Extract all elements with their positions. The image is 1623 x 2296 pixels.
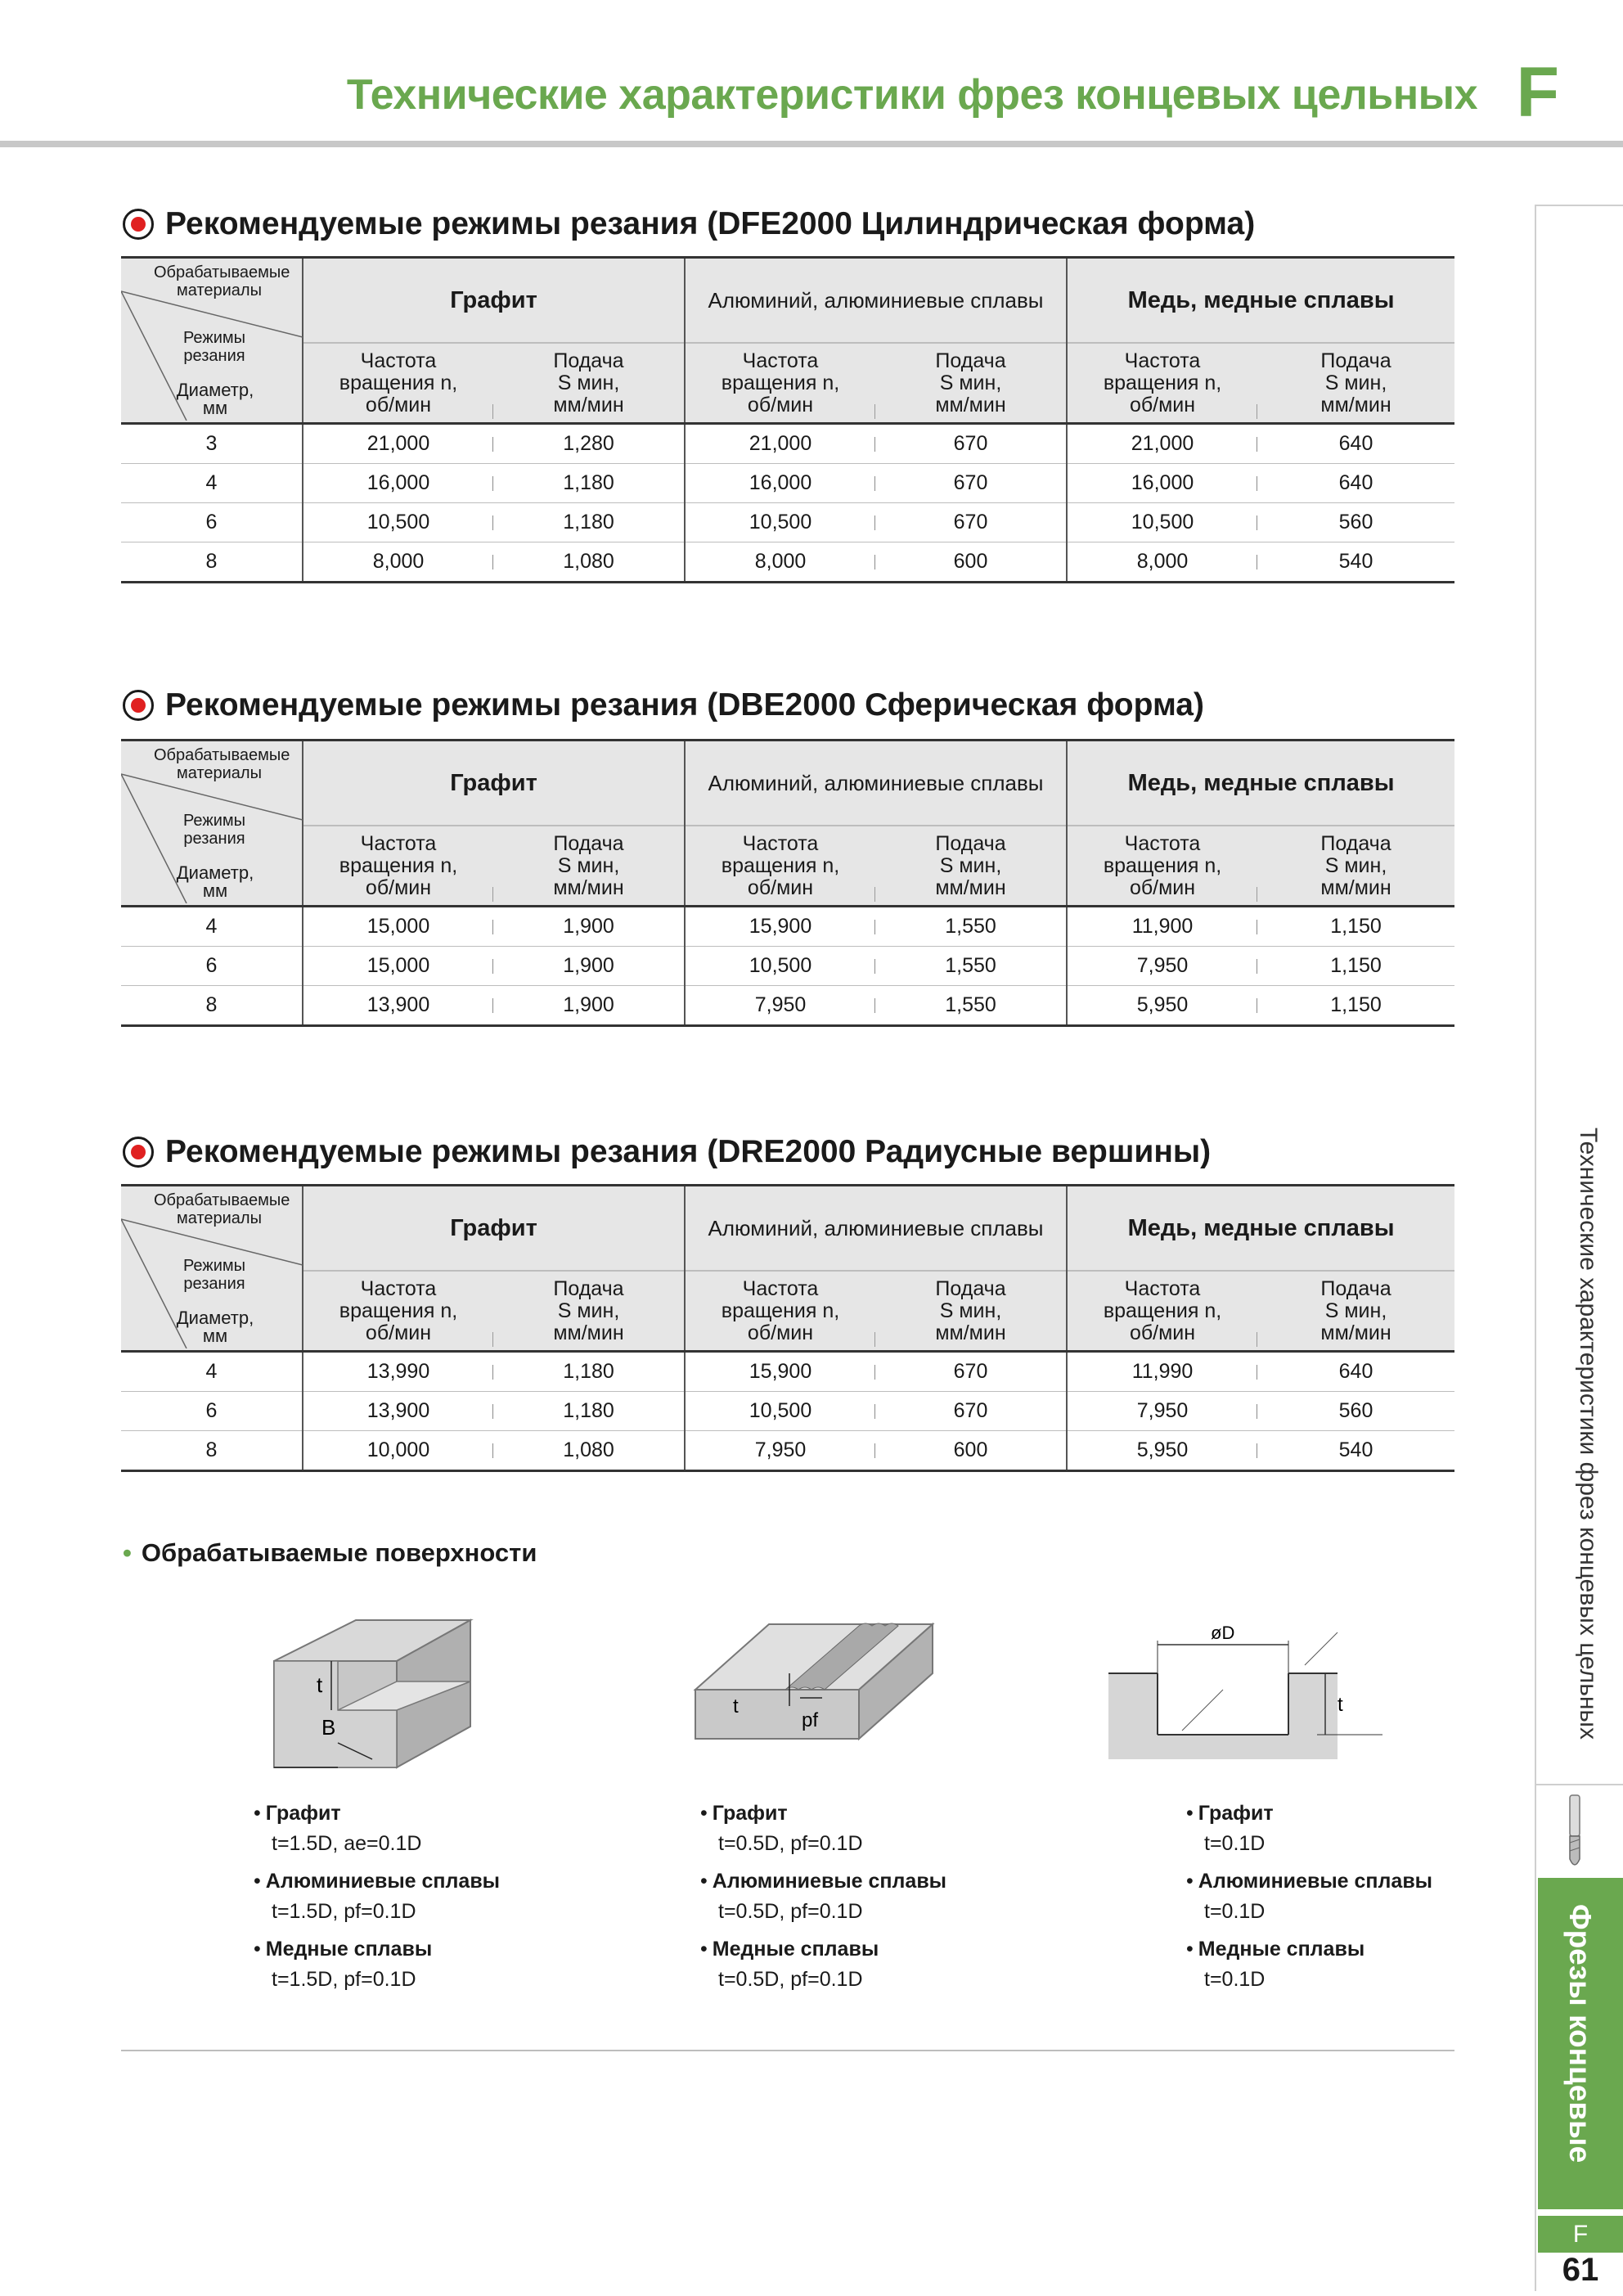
speed-cell: 10,500 — [685, 1392, 875, 1431]
corner-label-diameter: Диаметр, мм — [176, 1308, 254, 1346]
bullet-icon: • — [1186, 1802, 1194, 1825]
feed-cell: 1,900 — [493, 986, 685, 1026]
feed-header-line: S мин, — [1324, 371, 1387, 394]
corner-label-materials: Обрабатываемые материалы — [154, 263, 290, 299]
feed-header-line: S мин, — [939, 1299, 1002, 1322]
bullet-icon: • — [123, 1538, 132, 1567]
group-aluminum: Алюминий, алюминиевые сплавы — [685, 1186, 1067, 1272]
surface-spec-list — [700, 1799, 946, 2002]
feed-cell: 1,180 — [493, 1392, 685, 1431]
feed-header — [875, 826, 1067, 907]
speed-cell: 8,000 — [303, 542, 493, 583]
sidebar-vertical-text: Технические характеристики фрез концевых цельных — [1575, 1128, 1602, 1740]
speed-header-line: об/мин — [1129, 876, 1196, 899]
feed-cell: 600 — [875, 542, 1067, 583]
feed-header-line: Подача — [935, 831, 1006, 855]
feed-cell: 670 — [875, 424, 1067, 464]
speed-header-line: Частота — [742, 349, 819, 372]
speed-header-line: вращения n, — [1103, 853, 1222, 877]
feed-header-line: мм/мин — [935, 1321, 1006, 1344]
group-graphite: Графит — [303, 741, 685, 826]
feed-header-line: S мин, — [557, 371, 620, 394]
spec-value: t=0.1D — [1204, 1900, 1266, 1923]
diameter-cell: 6 — [121, 1392, 303, 1431]
feed-header-line: S мин, — [557, 1299, 620, 1322]
speed-cell: 5,950 — [1067, 1431, 1257, 1471]
feed-header-line: Подача — [553, 1276, 624, 1300]
speed-header-line: вращения n, — [339, 371, 458, 394]
table-row — [121, 947, 1454, 986]
bullet-icon: • — [1186, 1870, 1194, 1893]
spec-material: • Алюминиевые сплавы — [254, 1870, 501, 1893]
section-title-text: Рекомендуемые режимы резания (DFE2000 Цилиндрическая форма) — [165, 206, 1256, 241]
group-graphite: Графит — [303, 1186, 685, 1272]
diameter-cell: 8 — [121, 986, 303, 1026]
section-title — [123, 687, 1204, 723]
speed-cell: 11,990 — [1067, 1352, 1257, 1392]
feed-header — [1257, 826, 1454, 907]
cutting-modes-table — [121, 739, 1454, 1027]
sidebar-separator — [1536, 1784, 1623, 1785]
feed-header-line: S мин, — [557, 853, 620, 877]
speed-header-line: Частота — [742, 1276, 819, 1300]
speed-cell: 13,990 — [303, 1352, 493, 1392]
corner-header — [121, 1186, 303, 1352]
target-icon — [123, 690, 154, 721]
side-milling-diagram — [266, 1604, 479, 1784]
cutting-modes-table — [121, 256, 1454, 583]
spec-value: t=0.5D, pf=0.1D — [718, 1968, 863, 1991]
group-header-row — [121, 258, 1454, 344]
speed-header-line: вращения n, — [339, 853, 458, 877]
speed-cell: 7,950 — [685, 1431, 875, 1471]
bullet-icon: • — [254, 1938, 261, 1961]
bullet-icon: • — [254, 1870, 261, 1893]
speed-header — [685, 343, 875, 424]
label-b: B — [321, 1715, 336, 1740]
feed-cell: 1,150 — [1257, 947, 1454, 986]
chapter-letter: F — [1516, 53, 1559, 132]
speed-header-line: вращения n, — [339, 1299, 458, 1322]
section-title — [123, 1134, 1211, 1170]
feed-header-line: мм/мин — [935, 876, 1006, 899]
speed-header-line: Частота — [360, 349, 437, 372]
cutting-modes-table — [121, 1184, 1454, 1472]
feed-header-line: S мин, — [1324, 1299, 1387, 1322]
surface-spec-list — [254, 1799, 500, 2002]
spec-value: t=0.5D, pf=0.1D — [718, 1900, 863, 1923]
speed-header — [685, 826, 875, 907]
table-row — [121, 1431, 1454, 1471]
corner-label-modes: Режимы резания — [182, 329, 246, 365]
speed-cell: 15,000 — [303, 947, 493, 986]
feed-header — [1257, 343, 1454, 424]
speed-cell: 7,950 — [1067, 1392, 1257, 1431]
feed-header-line: Подача — [935, 349, 1006, 372]
target-icon — [123, 1137, 154, 1168]
speed-header-line: об/мин — [747, 876, 814, 899]
sidebar-border — [1535, 205, 1536, 2291]
corner-label-diameter: Диаметр, мм — [176, 862, 254, 901]
feed-header — [1257, 1271, 1454, 1352]
target-icon — [123, 209, 154, 240]
speed-header-line: Частота — [1124, 831, 1201, 855]
spec-material: • Графит — [254, 1802, 341, 1825]
feed-cell: 670 — [875, 464, 1067, 503]
ball-milling-diagram — [687, 1616, 941, 1755]
corner-label-materials: Обрабатываемые материалы — [154, 1191, 290, 1227]
section-tab[interactable]: Фрезы концевые — [1538, 1878, 1623, 2209]
spec-value: t=0.1D — [1204, 1832, 1266, 1855]
speed-cell: 21,000 — [1067, 424, 1257, 464]
corner-header — [121, 741, 303, 907]
page-header — [0, 0, 1623, 155]
feed-cell: 1,180 — [493, 1352, 685, 1392]
speed-header-line: вращения n, — [1103, 1299, 1222, 1322]
diameter-cell: 3 — [121, 424, 303, 464]
surfaces-title: • Обрабатываемые поверхности — [123, 1538, 537, 1567]
feed-header-line: Подача — [553, 831, 624, 855]
feed-cell: 1,900 — [493, 907, 685, 947]
feed-cell: 1,280 — [493, 424, 685, 464]
feed-header-line: Подача — [1320, 1276, 1391, 1300]
label-pf: pf — [802, 1709, 819, 1731]
diameter-cell: 4 — [121, 907, 303, 947]
feed-cell: 1,080 — [493, 542, 685, 583]
group-graphite: Графит — [303, 258, 685, 344]
feed-header-line: мм/мин — [553, 393, 624, 416]
feed-header-line: мм/мин — [1320, 876, 1391, 899]
surface-spec-list — [1186, 1799, 1432, 2002]
feed-cell: 640 — [1257, 1352, 1454, 1392]
feed-cell: 1,550 — [875, 947, 1067, 986]
speed-header-line: об/мин — [365, 876, 432, 899]
speed-cell: 10,500 — [1067, 503, 1257, 542]
spec-material: • Медные сплавы — [1186, 1938, 1365, 1961]
table-row — [121, 464, 1454, 503]
feed-cell: 1,550 — [875, 907, 1067, 947]
speed-header-line: Частота — [360, 1276, 437, 1300]
label-od: øD — [1211, 1623, 1235, 1643]
bullet-icon: • — [700, 1870, 708, 1893]
corner-header — [121, 258, 303, 424]
group-aluminum: Алюминий, алюминиевые сплавы — [685, 741, 1067, 826]
feed-cell: 1,900 — [493, 947, 685, 986]
speed-header-line: Частота — [1124, 1276, 1201, 1300]
group-header-row — [121, 741, 1454, 826]
corner-label-modes: Режимы резания — [182, 812, 246, 848]
label-t: t — [317, 1672, 323, 1697]
section-title-text: Рекомендуемые режимы резания (DRE2000 Радиусные вершины) — [165, 1134, 1212, 1169]
speed-cell: 10,500 — [303, 503, 493, 542]
speed-cell: 16,000 — [685, 464, 875, 503]
speed-cell: 10,500 — [685, 947, 875, 986]
feed-header — [493, 826, 685, 907]
speed-cell: 15,900 — [685, 907, 875, 947]
feed-cell: 670 — [875, 1352, 1067, 1392]
speed-header-line: Частота — [360, 831, 437, 855]
speed-cell: 16,000 — [303, 464, 493, 503]
feed-cell: 1,550 — [875, 986, 1067, 1026]
spec-material: • Алюминиевые сплавы — [1186, 1870, 1433, 1893]
bullet-icon: • — [1186, 1938, 1194, 1961]
speed-header-line: об/мин — [1129, 393, 1196, 416]
feed-header — [875, 1271, 1067, 1352]
feed-cell: 540 — [1257, 542, 1454, 583]
speed-cell: 13,900 — [303, 1392, 493, 1431]
feed-header-line: Подача — [553, 349, 624, 372]
feed-header-line: S мин, — [939, 853, 1002, 877]
spec-value: t=1.5D, pf=0.1D — [272, 1900, 416, 1923]
feed-header-line: Подача — [1320, 831, 1391, 855]
table-row — [121, 424, 1454, 464]
feed-cell: 560 — [1257, 1392, 1454, 1431]
table-row — [121, 503, 1454, 542]
speed-cell: 10,000 — [303, 1431, 493, 1471]
table-row — [121, 1392, 1454, 1431]
feed-cell: 640 — [1257, 464, 1454, 503]
speed-header — [1067, 1271, 1257, 1352]
speed-cell: 7,950 — [685, 986, 875, 1026]
feed-header-line: S мин, — [939, 371, 1002, 394]
sidebar-top-border — [1535, 205, 1623, 206]
speed-cell: 8,000 — [685, 542, 875, 583]
bullet-icon: • — [700, 1938, 708, 1961]
subheader-row — [121, 343, 1454, 424]
feed-header-line: Подача — [935, 1276, 1006, 1300]
spec-value: t=0.5D, pf=0.1D — [718, 1832, 863, 1855]
end-mill-icon — [1558, 1794, 1591, 1872]
feed-cell: 1,080 — [493, 1431, 685, 1471]
spec-material: • Алюминиевые сплавы — [700, 1870, 947, 1893]
corner-label-modes: Режимы резания — [182, 1257, 246, 1293]
speed-cell: 15,900 — [685, 1352, 875, 1392]
speed-cell: 8,000 — [1067, 542, 1257, 583]
feed-header-line: мм/мин — [1320, 393, 1391, 416]
subheader-row — [121, 826, 1454, 907]
diameter-cell: 6 — [121, 947, 303, 986]
group-aluminum: Алюминий, алюминиевые сплавы — [685, 258, 1067, 344]
speed-header-line: об/мин — [365, 1321, 432, 1344]
feed-cell: 670 — [875, 1392, 1067, 1431]
speed-cell: 10,500 — [685, 503, 875, 542]
spec-material: • Графит — [1186, 1802, 1274, 1825]
feed-header-line: Подача — [1320, 349, 1391, 372]
speed-header — [303, 1271, 493, 1352]
corner-label-materials: Обрабатываемые материалы — [154, 746, 290, 782]
diameter-cell: 4 — [121, 1352, 303, 1392]
spec-material: • Медные сплавы — [700, 1938, 879, 1961]
speed-header-line: вращения n, — [1103, 371, 1222, 394]
feed-cell: 1,180 — [493, 464, 685, 503]
speed-header-line: вращения n, — [721, 371, 840, 394]
diameter-cell: 8 — [121, 542, 303, 583]
footer-rule — [121, 2050, 1454, 2051]
speed-cell: 11,900 — [1067, 907, 1257, 947]
group-copper: Медь, медные сплавы — [1067, 1186, 1454, 1272]
feed-header-line: мм/мин — [553, 876, 624, 899]
table-row — [121, 907, 1454, 947]
speed-cell: 15,000 — [303, 907, 493, 947]
diameter-cell: 8 — [121, 1431, 303, 1471]
table-row — [121, 986, 1454, 1026]
table-row — [121, 1352, 1454, 1392]
feed-cell: 1,180 — [493, 503, 685, 542]
label-t: t — [1338, 1694, 1343, 1716]
feed-cell: 600 — [875, 1431, 1067, 1471]
section-letter: F — [1538, 2213, 1623, 2253]
feed-header — [493, 343, 685, 424]
feed-header — [493, 1271, 685, 1352]
spec-value: t=1.5D, ae=0.1D — [272, 1832, 422, 1855]
header-rule — [0, 141, 1623, 147]
feed-header-line: мм/мин — [935, 393, 1006, 416]
page-title: Технические характеристики фрез концевых цельных — [346, 71, 1477, 119]
group-copper: Медь, медные сплавы — [1067, 258, 1454, 344]
speed-cell: 5,950 — [1067, 986, 1257, 1026]
speed-header — [303, 826, 493, 907]
feed-cell: 640 — [1257, 424, 1454, 464]
feed-cell: 1,150 — [1257, 986, 1454, 1026]
feed-header — [875, 343, 1067, 424]
feed-header-line: мм/мин — [553, 1321, 624, 1344]
speed-header-line: Частота — [742, 831, 819, 855]
feed-cell: 560 — [1257, 503, 1454, 542]
section-title — [123, 206, 1255, 242]
speed-header-line: об/мин — [1129, 1321, 1196, 1344]
speed-cell: 21,000 — [685, 424, 875, 464]
speed-header — [685, 1271, 875, 1352]
speed-cell: 21,000 — [303, 424, 493, 464]
speed-header-line: об/мин — [365, 393, 432, 416]
label-t: t — [733, 1695, 739, 1717]
speed-header-line: об/мин — [747, 1321, 814, 1344]
spec-value: t=0.1D — [1204, 1968, 1266, 1991]
spec-material: • Медные сплавы — [254, 1938, 433, 1961]
spec-value: t=1.5D, pf=0.1D — [272, 1968, 416, 1991]
feed-cell: 670 — [875, 503, 1067, 542]
page-number: 61 — [1562, 2252, 1599, 2288]
speed-header-line: вращения n, — [721, 853, 840, 877]
table-row — [121, 542, 1454, 583]
diameter-cell: 4 — [121, 464, 303, 503]
pocket-milling-diagram — [1100, 1616, 1387, 1763]
speed-header — [303, 343, 493, 424]
subheader-row — [121, 1271, 1454, 1352]
speed-header-line: об/мин — [747, 393, 814, 416]
speed-header-line: вращения n, — [721, 1299, 840, 1322]
spec-material: • Графит — [700, 1802, 788, 1825]
speed-header — [1067, 343, 1257, 424]
bullet-icon: • — [700, 1802, 708, 1825]
speed-cell: 13,900 — [303, 986, 493, 1026]
bullet-icon: • — [254, 1802, 261, 1825]
speed-cell: 7,950 — [1067, 947, 1257, 986]
feed-header-line: S мин, — [1324, 853, 1387, 877]
diameter-cell: 6 — [121, 503, 303, 542]
corner-label-diameter: Диаметр, мм — [176, 380, 254, 418]
feed-header-line: мм/мин — [1320, 1321, 1391, 1344]
feed-cell: 540 — [1257, 1431, 1454, 1471]
group-copper: Медь, медные сплавы — [1067, 741, 1454, 826]
feed-cell: 1,150 — [1257, 907, 1454, 947]
speed-header — [1067, 826, 1257, 907]
speed-cell: 16,000 — [1067, 464, 1257, 503]
group-header-row — [121, 1186, 1454, 1272]
section-title-text: Рекомендуемые режимы резания (DBE2000 Сферическая форма) — [165, 687, 1204, 723]
speed-header-line: Частота — [1124, 349, 1201, 372]
